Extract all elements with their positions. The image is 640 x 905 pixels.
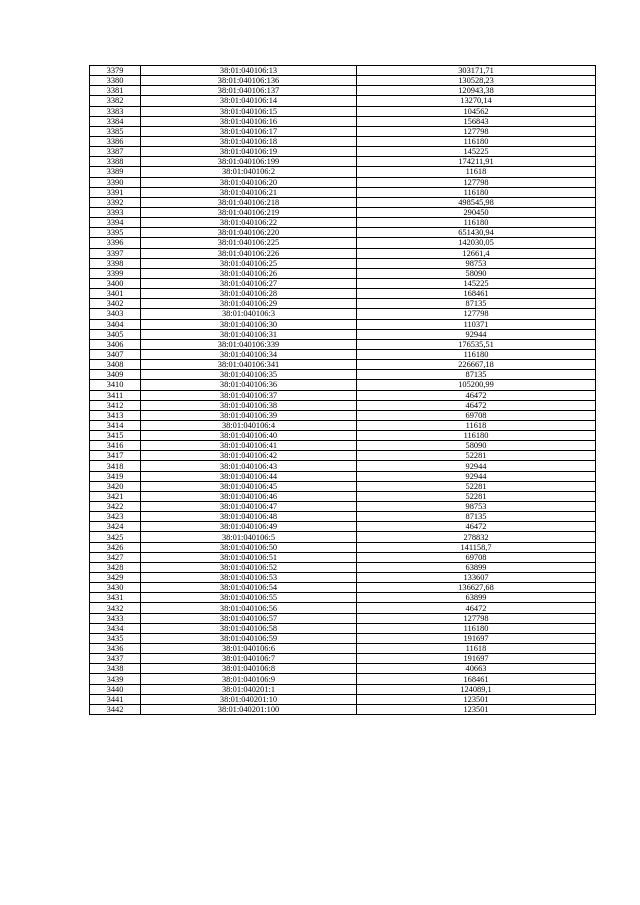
value-cell: 116180 xyxy=(357,623,596,633)
cadastral-number-cell: 38:01:040106:43 xyxy=(141,461,357,471)
cadastral-number-cell: 38:01:040106:31 xyxy=(141,329,357,339)
row-number-cell: 3397 xyxy=(90,248,141,258)
row-number-cell: 3410 xyxy=(90,380,141,390)
value-cell: 120943,38 xyxy=(357,86,596,96)
value-cell: 63899 xyxy=(357,593,596,603)
cadastral-number-cell: 38:01:040106:28 xyxy=(141,289,357,299)
table-row xyxy=(90,451,596,461)
table-row xyxy=(90,522,596,532)
row-number-cell: 3439 xyxy=(90,674,141,684)
cadastral-number-cell: 38:01:040106:35 xyxy=(141,370,357,380)
row-number-cell: 3400 xyxy=(90,278,141,288)
value-cell: 52281 xyxy=(357,451,596,461)
value-cell: 127798 xyxy=(357,613,596,623)
value-cell: 40663 xyxy=(357,664,596,674)
table-row xyxy=(90,157,596,167)
value-cell: 12661,4 xyxy=(357,248,596,258)
row-number-cell: 3385 xyxy=(90,126,141,136)
cadastral-number-cell: 38:01:040106:58 xyxy=(141,623,357,633)
table-row xyxy=(90,238,596,248)
cadastral-number-cell: 38:01:040106:21 xyxy=(141,187,357,197)
cadastral-number-cell: 38:01:040106:2 xyxy=(141,167,357,177)
row-number-cell: 3379 xyxy=(90,66,141,76)
cadastral-number-cell: 38:01:040106:9 xyxy=(141,674,357,684)
table-row xyxy=(90,410,596,420)
table-row xyxy=(90,278,596,288)
value-cell: 46472 xyxy=(357,603,596,613)
row-number-cell: 3419 xyxy=(90,471,141,481)
table-row xyxy=(90,380,596,390)
cadastral-value-table xyxy=(89,65,596,715)
value-cell: 92944 xyxy=(357,471,596,481)
row-number-cell: 3417 xyxy=(90,451,141,461)
table-row xyxy=(90,218,596,228)
table-row xyxy=(90,258,596,268)
row-number-cell: 3406 xyxy=(90,339,141,349)
cadastral-number-cell: 38:01:040106:137 xyxy=(141,86,357,96)
row-number-cell: 3435 xyxy=(90,633,141,643)
table-row xyxy=(90,96,596,106)
table-row xyxy=(90,441,596,451)
row-number-cell: 3423 xyxy=(90,512,141,522)
row-number-cell: 3418 xyxy=(90,461,141,471)
value-cell: 98753 xyxy=(357,258,596,268)
value-cell: 46472 xyxy=(357,400,596,410)
cadastral-number-cell: 38:01:040106:22 xyxy=(141,218,357,228)
cadastral-number-cell: 38:01:040106:42 xyxy=(141,451,357,461)
row-number-cell: 3391 xyxy=(90,187,141,197)
cadastral-number-cell: 38:01:040106:39 xyxy=(141,410,357,420)
value-cell: 174211,91 xyxy=(357,157,596,167)
cadastral-number-cell: 38:01:040106:47 xyxy=(141,502,357,512)
table-row xyxy=(90,562,596,572)
value-cell: 278832 xyxy=(357,532,596,542)
row-number-cell: 3436 xyxy=(90,644,141,654)
value-cell: 92944 xyxy=(357,329,596,339)
row-number-cell: 3413 xyxy=(90,410,141,420)
value-cell: 11618 xyxy=(357,420,596,430)
row-number-cell: 3382 xyxy=(90,96,141,106)
row-number-cell: 3393 xyxy=(90,207,141,217)
row-number-cell: 3396 xyxy=(90,238,141,248)
row-number-cell: 3438 xyxy=(90,664,141,674)
table-row xyxy=(90,654,596,664)
value-cell: 168461 xyxy=(357,289,596,299)
table-row xyxy=(90,481,596,491)
row-number-cell: 3401 xyxy=(90,289,141,299)
value-cell: 127798 xyxy=(357,177,596,187)
cadastral-number-cell: 38:01:040106:5 xyxy=(141,532,357,542)
cadastral-number-cell: 38:01:040106:59 xyxy=(141,633,357,643)
value-cell: 191697 xyxy=(357,633,596,643)
table-row xyxy=(90,187,596,197)
cadastral-number-cell: 38:01:040106:52 xyxy=(141,562,357,572)
value-cell: 46472 xyxy=(357,522,596,532)
cadastral-number-cell: 38:01:040106:18 xyxy=(141,136,357,146)
row-number-cell: 3415 xyxy=(90,431,141,441)
row-number-cell: 3422 xyxy=(90,502,141,512)
cadastral-number-cell: 38:01:040106:49 xyxy=(141,522,357,532)
row-number-cell: 3420 xyxy=(90,481,141,491)
row-number-cell: 3402 xyxy=(90,299,141,309)
row-number-cell: 3380 xyxy=(90,76,141,86)
value-cell: 133607 xyxy=(357,573,596,583)
value-cell: 116180 xyxy=(357,349,596,359)
value-cell: 69708 xyxy=(357,410,596,420)
value-cell: 104562 xyxy=(357,106,596,116)
row-number-cell: 3430 xyxy=(90,583,141,593)
row-number-cell: 3424 xyxy=(90,522,141,532)
value-cell: 98753 xyxy=(357,502,596,512)
cadastral-number-cell: 38:01:040106:226 xyxy=(141,248,357,258)
table-row xyxy=(90,461,596,471)
cadastral-number-cell: 38:01:040106:4 xyxy=(141,420,357,430)
row-number-cell: 3398 xyxy=(90,258,141,268)
table-row xyxy=(90,360,596,370)
table-row xyxy=(90,76,596,86)
value-cell: 52281 xyxy=(357,481,596,491)
table-row xyxy=(90,633,596,643)
row-number-cell: 3425 xyxy=(90,532,141,542)
row-number-cell: 3437 xyxy=(90,654,141,664)
value-cell: 13270,14 xyxy=(357,96,596,106)
table-row xyxy=(90,66,596,76)
value-cell: 303171,71 xyxy=(357,66,596,76)
table-row xyxy=(90,136,596,146)
row-number-cell: 3412 xyxy=(90,400,141,410)
value-cell: 127798 xyxy=(357,126,596,136)
value-cell: 116180 xyxy=(357,218,596,228)
value-cell: 58090 xyxy=(357,441,596,451)
row-number-cell: 3408 xyxy=(90,360,141,370)
row-number-cell: 3407 xyxy=(90,349,141,359)
value-cell: 498545,98 xyxy=(357,197,596,207)
value-cell: 136627,68 xyxy=(357,583,596,593)
row-number-cell: 3403 xyxy=(90,309,141,319)
table-row xyxy=(90,502,596,512)
table-row xyxy=(90,116,596,126)
cadastral-number-cell: 38:01:040106:41 xyxy=(141,441,357,451)
value-cell: 52281 xyxy=(357,491,596,501)
cadastral-number-cell: 38:01:040106:46 xyxy=(141,491,357,501)
table-row xyxy=(90,339,596,349)
cadastral-number-cell: 38:01:040106:44 xyxy=(141,471,357,481)
table-row xyxy=(90,644,596,654)
cadastral-number-cell: 38:01:040106:37 xyxy=(141,390,357,400)
row-number-cell: 3404 xyxy=(90,319,141,329)
value-cell: 116180 xyxy=(357,431,596,441)
table-row xyxy=(90,431,596,441)
table-row xyxy=(90,390,596,400)
cadastral-number-cell: 38:01:040106:17 xyxy=(141,126,357,136)
value-cell: 191697 xyxy=(357,654,596,664)
table-row xyxy=(90,583,596,593)
table-row xyxy=(90,542,596,552)
value-cell: 156843 xyxy=(357,116,596,126)
table-row xyxy=(90,532,596,542)
value-cell: 11618 xyxy=(357,167,596,177)
value-cell: 116180 xyxy=(357,187,596,197)
cadastral-number-cell: 38:01:040106:30 xyxy=(141,319,357,329)
row-number-cell: 3389 xyxy=(90,167,141,177)
value-cell: 124089,1 xyxy=(357,684,596,694)
cadastral-number-cell: 38:01:040106:40 xyxy=(141,431,357,441)
row-number-cell: 3383 xyxy=(90,106,141,116)
table-row xyxy=(90,248,596,258)
row-number-cell: 3405 xyxy=(90,329,141,339)
cadastral-number-cell: 38:01:040106:8 xyxy=(141,664,357,674)
table-row xyxy=(90,704,596,714)
cadastral-number-cell: 38:01:040106:50 xyxy=(141,542,357,552)
table-row xyxy=(90,471,596,481)
table-row xyxy=(90,684,596,694)
cadastral-number-cell: 38:01:040106:225 xyxy=(141,238,357,248)
cadastral-number-cell: 38:01:040106:38 xyxy=(141,400,357,410)
value-cell: 92944 xyxy=(357,461,596,471)
table-row xyxy=(90,603,596,613)
value-cell: 141158,7 xyxy=(357,542,596,552)
table-row xyxy=(90,309,596,319)
value-cell: 69708 xyxy=(357,552,596,562)
table-row xyxy=(90,370,596,380)
value-cell: 290450 xyxy=(357,207,596,217)
value-cell: 46472 xyxy=(357,390,596,400)
table-row xyxy=(90,512,596,522)
cadastral-number-cell: 38:01:040106:20 xyxy=(141,177,357,187)
row-number-cell: 3431 xyxy=(90,593,141,603)
value-cell: 145225 xyxy=(357,278,596,288)
cadastral-number-cell: 38:01:040106:54 xyxy=(141,583,357,593)
row-number-cell: 3440 xyxy=(90,684,141,694)
cadastral-number-cell: 38:01:040106:34 xyxy=(141,349,357,359)
value-cell: 123501 xyxy=(357,694,596,704)
table-row xyxy=(90,126,596,136)
table-row xyxy=(90,106,596,116)
row-number-cell: 3441 xyxy=(90,694,141,704)
value-cell: 168461 xyxy=(357,674,596,684)
table-row xyxy=(90,491,596,501)
row-number-cell: 3416 xyxy=(90,441,141,451)
cadastral-number-cell: 38:01:040106:14 xyxy=(141,96,357,106)
cadastral-number-cell: 38:01:040106:26 xyxy=(141,268,357,278)
table-row xyxy=(90,228,596,238)
cadastral-number-cell: 38:01:040106:27 xyxy=(141,278,357,288)
table-row xyxy=(90,289,596,299)
row-number-cell: 3429 xyxy=(90,573,141,583)
value-cell: 116180 xyxy=(357,136,596,146)
row-number-cell: 3394 xyxy=(90,218,141,228)
row-number-cell: 3411 xyxy=(90,390,141,400)
table-row xyxy=(90,167,596,177)
value-cell: 105200,99 xyxy=(357,380,596,390)
cadastral-number-cell: 38:01:040106:29 xyxy=(141,299,357,309)
value-cell: 145225 xyxy=(357,147,596,157)
row-number-cell: 3399 xyxy=(90,268,141,278)
cadastral-number-cell: 38:01:040106:53 xyxy=(141,573,357,583)
table-row xyxy=(90,147,596,157)
table-row xyxy=(90,86,596,96)
cadastral-number-cell: 38:01:040106:45 xyxy=(141,481,357,491)
cadastral-number-cell: 38:01:040106:3 xyxy=(141,309,357,319)
cadastral-number-cell: 38:01:040106:16 xyxy=(141,116,357,126)
cadastral-number-cell: 38:01:040106:199 xyxy=(141,157,357,167)
cadastral-number-cell: 38:01:040106:55 xyxy=(141,593,357,603)
row-number-cell: 3426 xyxy=(90,542,141,552)
row-number-cell: 3392 xyxy=(90,197,141,207)
table-row xyxy=(90,593,596,603)
table-row xyxy=(90,674,596,684)
row-number-cell: 3381 xyxy=(90,86,141,96)
cadastral-number-cell: 38:01:040106:341 xyxy=(141,360,357,370)
cadastral-number-cell: 38:01:040106:218 xyxy=(141,197,357,207)
row-number-cell: 3442 xyxy=(90,704,141,714)
cadastral-number-cell: 38:01:040106:15 xyxy=(141,106,357,116)
row-number-cell: 3414 xyxy=(90,420,141,430)
row-number-cell: 3433 xyxy=(90,613,141,623)
row-number-cell: 3384 xyxy=(90,116,141,126)
value-cell: 127798 xyxy=(357,309,596,319)
row-number-cell: 3388 xyxy=(90,157,141,167)
table-row xyxy=(90,552,596,562)
table-row xyxy=(90,349,596,359)
row-number-cell: 3428 xyxy=(90,562,141,572)
table-row xyxy=(90,299,596,309)
cadastral-number-cell: 38:01:040106:220 xyxy=(141,228,357,238)
table-row xyxy=(90,400,596,410)
row-number-cell: 3421 xyxy=(90,491,141,501)
cadastral-number-cell: 38:01:040106:219 xyxy=(141,207,357,217)
value-cell: 651430,94 xyxy=(357,228,596,238)
table-row xyxy=(90,268,596,278)
cadastral-number-cell: 38:01:040106:36 xyxy=(141,380,357,390)
value-cell: 58090 xyxy=(357,268,596,278)
cadastral-number-cell: 38:01:040201:1 xyxy=(141,684,357,694)
table-row xyxy=(90,329,596,339)
table-row xyxy=(90,207,596,217)
row-number-cell: 3386 xyxy=(90,136,141,146)
cadastral-number-cell: 38:01:040106:25 xyxy=(141,258,357,268)
cadastral-number-cell: 38:01:040106:13 xyxy=(141,66,357,76)
value-cell: 130528,23 xyxy=(357,76,596,86)
cadastral-number-cell: 38:01:040106:51 xyxy=(141,552,357,562)
value-cell: 87135 xyxy=(357,370,596,380)
cadastral-number-cell: 38:01:040106:7 xyxy=(141,654,357,664)
value-cell: 142030,05 xyxy=(357,238,596,248)
table-row xyxy=(90,664,596,674)
row-number-cell: 3387 xyxy=(90,147,141,157)
cadastral-number-cell: 38:01:040201:10 xyxy=(141,694,357,704)
row-number-cell: 3409 xyxy=(90,370,141,380)
cadastral-number-cell: 38:01:040106:19 xyxy=(141,147,357,157)
value-cell: 87135 xyxy=(357,299,596,309)
value-cell: 11618 xyxy=(357,644,596,654)
table-row xyxy=(90,197,596,207)
value-cell: 63899 xyxy=(357,562,596,572)
cadastral-number-cell: 38:01:040106:6 xyxy=(141,644,357,654)
row-number-cell: 3434 xyxy=(90,623,141,633)
table-row xyxy=(90,694,596,704)
table-row xyxy=(90,420,596,430)
row-number-cell: 3427 xyxy=(90,552,141,562)
cadastral-number-cell: 38:01:040106:56 xyxy=(141,603,357,613)
value-cell: 176535,51 xyxy=(357,339,596,349)
value-cell: 123501 xyxy=(357,704,596,714)
row-number-cell: 3390 xyxy=(90,177,141,187)
value-cell: 110371 xyxy=(357,319,596,329)
table-row xyxy=(90,623,596,633)
table-row xyxy=(90,319,596,329)
row-number-cell: 3395 xyxy=(90,228,141,238)
value-cell: 226667,18 xyxy=(357,360,596,370)
cadastral-number-cell: 38:01:040106:48 xyxy=(141,512,357,522)
cadastral-number-cell: 38:01:040201:100 xyxy=(141,704,357,714)
cadastral-number-cell: 38:01:040106:136 xyxy=(141,76,357,86)
cadastral-number-cell: 38:01:040106:339 xyxy=(141,339,357,349)
value-cell: 87135 xyxy=(357,512,596,522)
table-row xyxy=(90,613,596,623)
cadastral-number-cell: 38:01:040106:57 xyxy=(141,613,357,623)
table-row xyxy=(90,573,596,583)
table-row xyxy=(90,177,596,187)
table-body xyxy=(90,66,596,715)
row-number-cell: 3432 xyxy=(90,603,141,613)
